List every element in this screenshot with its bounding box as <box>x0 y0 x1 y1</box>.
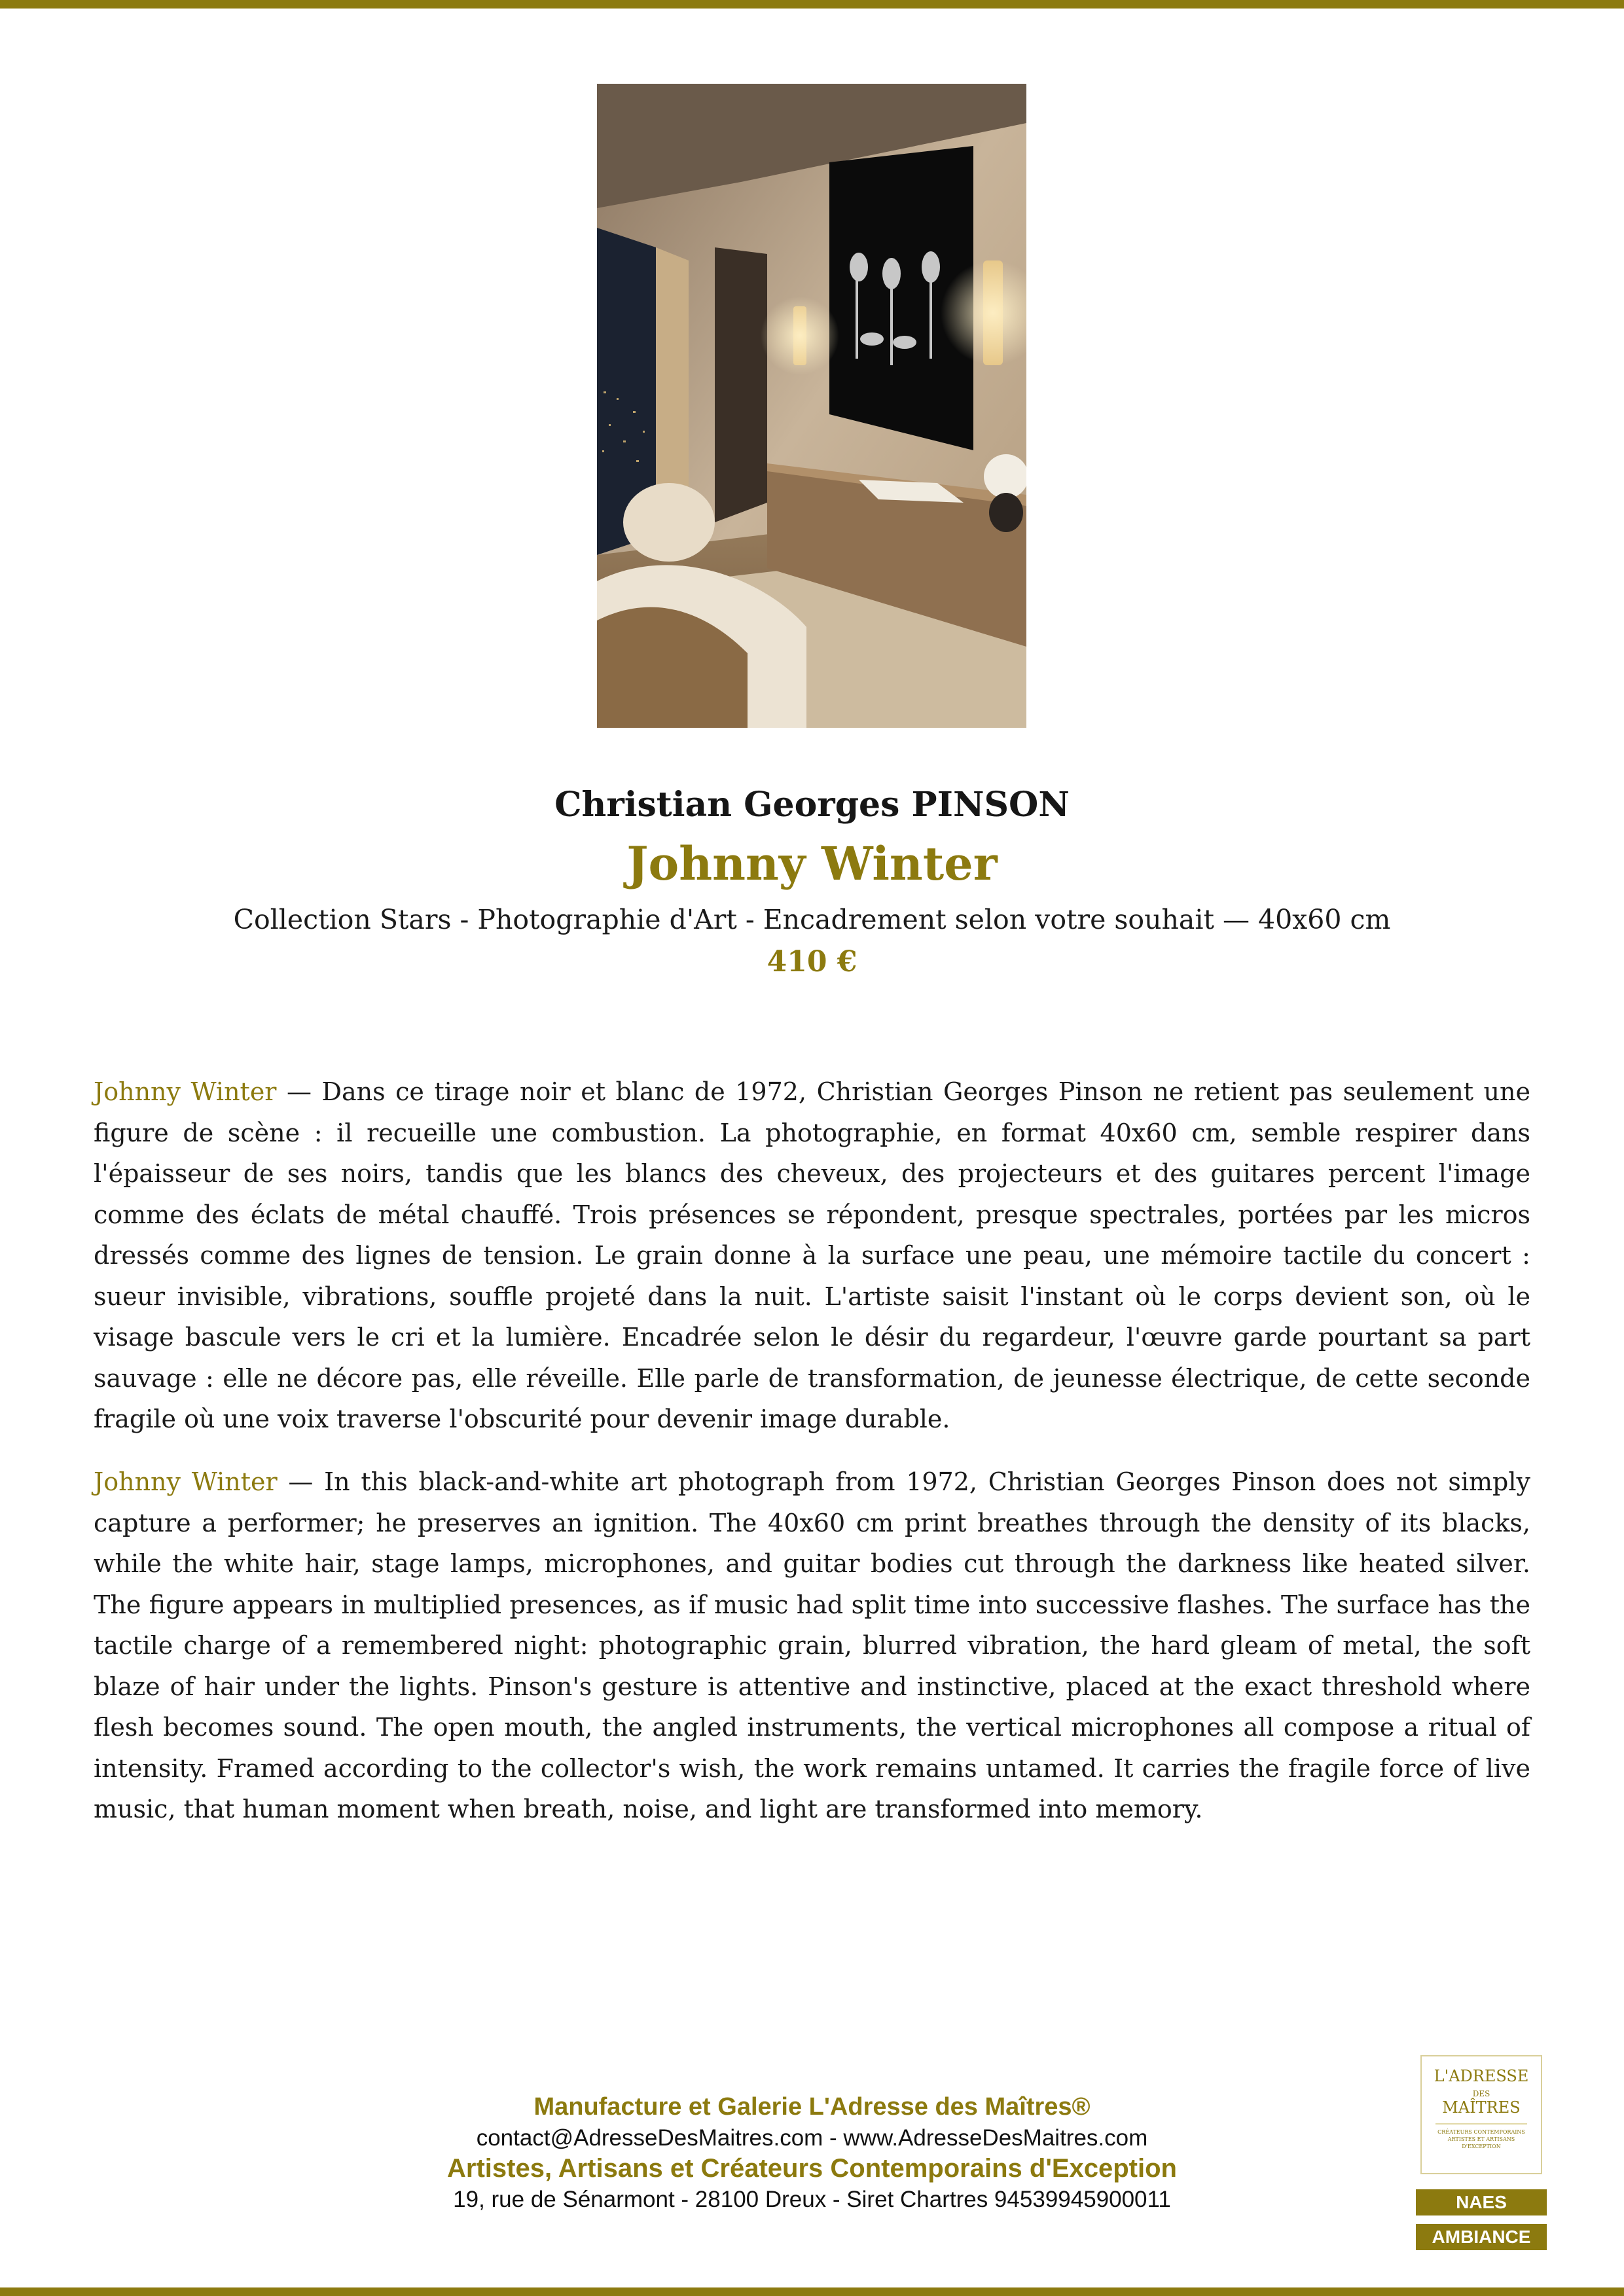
artwork-price: 410 € <box>767 945 857 978</box>
description-english-lead: Johnny Winter <box>94 1467 278 1496</box>
description-english-text: — In this black-and-white art photograph from 1972, Christian Georges Pinson does not simply capture a performer; he preserves an ignition. The 40x60 cm print breathes through the density of its blacks, while the white hair, stage lamps, microphones, and guitar bodies cut through the darkness like heated silver. The figure appears in multiplied presences, as if music had split time into successive flashes. The surface has the tactile charge of a remembered night: photographic grain, blurred vibration, the hard gleam of metal, the soft blaze of hair under the lights. Pinson's gesture is attentive and instinctive, placed at the exact threshold where flesh becomes sound. The open mouth, the angled instruments, the vertical microphones all compose a ritual of intensity. Framed according to the collector's wish, the work remains untamed. It carries the fragile force of live music, that human moment when breath, noise, and light are transformed into memory. <box>94 1467 1530 1823</box>
footer-gallery-name: Manufacture et Galerie L'Adresse des Maîtres® <box>533 2093 1091 2121</box>
footer-tagline: Artistes, Artisans et Créateurs Contemporains d'Exception <box>447 2154 1177 2183</box>
description-french <box>94 1071 1530 1440</box>
logo-divider <box>1435 2123 1527 2125</box>
footer-address: 19, rue de Sénarmont - 28100 Dreux - Siret Chartres 94539945900011 <box>453 2187 1171 2212</box>
top-rule <box>0 0 1624 9</box>
artwork-image <box>597 84 1026 728</box>
gallery-logo <box>1420 2055 1542 2174</box>
ambiance-badge: AMBIANCE <box>1416 2224 1547 2250</box>
logo-line-2: DES <box>1472 2089 1490 2098</box>
footer <box>327 2092 1297 2215</box>
artist-name: Christian Georges PINSON <box>554 785 1070 825</box>
room-mockup-illustration <box>597 84 1026 728</box>
logo-line-1: L'ADRESSE <box>1434 2067 1529 2085</box>
bottom-rule <box>0 2287 1624 2296</box>
description-french-text: — Dans ce tirage noir et blanc de 1972, Christian Georges Pinson ne retient pas seulement une figure de scène : il recueille une combustion. La photographie, en format 40x60 cm, semble respirer dans l'épaisseur de ses noirs, tandis que les blancs des cheveux, des projecteurs et des guitares percent l'image comme des éclats de métal chauffé. Trois présences se répondent, presque spectrales, portées par les micros dressés comme des lignes de tension. Le grain donne à la surface une peau, une mémoire tactile du concert : sueur invisible, vibrations, souffle projeté dans la nuit. L'artiste saisit l'instant où le corps devient son, où le visage bascule vers le cri et la lumière. Encadrée selon le désir du regardeur, l'œuvre garde pourtant sa part sauvage : elle ne décore pas, elle réveille. Elle parle de transformation, de jeunesse électrique, de cette seconde fragile où une voix traverse l'obscurité pour devenir image durable. <box>94 1077 1530 1433</box>
artwork-header <box>0 779 1624 982</box>
footer-contact: contact@AdresseDesMaitres.com - www.AdresseDesMaitres.com <box>476 2125 1148 2151</box>
logo-line-3: MAÎTRES <box>1442 2098 1521 2117</box>
description-french-lead: Johnny Winter <box>94 1077 277 1106</box>
naes-badge: NAES <box>1416 2189 1547 2215</box>
artwork-title: Johnny Winter <box>626 836 998 891</box>
logo-tagline: CRÉATEURS CONTEMPORAINS ARTISTES ET ARTISANS D'EXCEPTION <box>1437 2129 1525 2149</box>
description-english <box>94 1462 1530 1830</box>
artwork-subtitle: Collection Stars - Photographie d'Art - Encadrement selon votre souhait — 40x60 cm <box>233 904 1391 935</box>
